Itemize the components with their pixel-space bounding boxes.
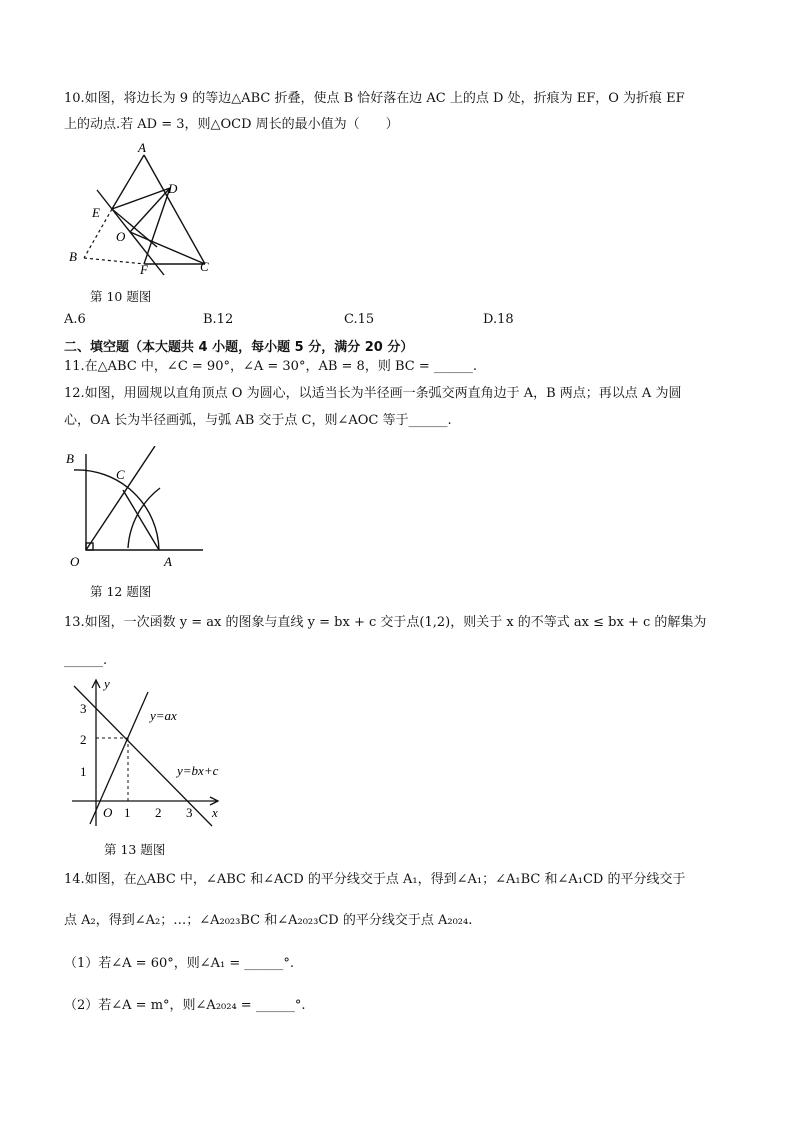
- q10-option-c: C.15: [344, 312, 375, 327]
- label-o: O: [70, 554, 80, 569]
- segment-oc: [130, 232, 205, 264]
- label-y-bx-c: y=bx+c: [177, 763, 219, 778]
- q14-sub2: （2）若∠A = m°，则∠A₂₀₂₄ = ______°.: [64, 998, 306, 1013]
- x-axis-label: x: [212, 805, 218, 820]
- label-c: C: [116, 467, 125, 482]
- label-y-ax: y=ax: [150, 708, 177, 723]
- label-b: B: [69, 249, 77, 264]
- q12-caption: 第 12 题图: [90, 584, 152, 599]
- segment-df: [144, 188, 170, 264]
- q12-line2: 心，OA 长为半径画弧，与弧 AB 交于点 C，则∠AOC 等于______.: [64, 413, 452, 428]
- q13-caption: 第 13 题图: [104, 842, 166, 857]
- q14-sub1: （1）若∠A = 60°，则∠A₁ = ______°.: [64, 956, 295, 971]
- q10-line1: 10.如图，将边长为 9 的等边△ABC 折叠，使点 B 恰好落在边 AC 上的点 D 处，折痕为 EF，O 为折痕 EF: [64, 91, 685, 106]
- x-tick-1: 1: [124, 805, 131, 820]
- label-c: C: [200, 259, 209, 274]
- q14-line1: 14.如图，在△ABC 中，∠ABC 和∠ACD 的平分线交于点 A₁，得到∠A₁；∠A₁BC 和∠A₁CD 的平分线交于: [64, 872, 686, 887]
- y-tick-2: 2: [80, 732, 87, 747]
- q10-option-b: B.12: [203, 312, 234, 327]
- x-tick-2: 2: [155, 805, 162, 820]
- q10-figure: [60, 138, 230, 278]
- q10-caption: 第 10 题图: [90, 289, 152, 304]
- label-d: D: [168, 181, 178, 196]
- label-e: E: [92, 205, 100, 220]
- y-tick-1: 1: [80, 764, 87, 779]
- label-f: F: [140, 262, 148, 277]
- arc-c: [128, 488, 160, 548]
- q13-line2: ______.: [64, 653, 108, 668]
- q14-line2: 点 A₂，得到∠A₂；…；∠A₂₀₂₃BC 和∠A₂₀₂₃CD 的平分线交于点 A₂₀₂₄.: [64, 913, 473, 928]
- origin-label: O: [103, 805, 113, 820]
- y-axis-label: y: [104, 676, 110, 691]
- label-b: B: [66, 451, 74, 466]
- q13-figure: [60, 674, 240, 834]
- q12-line1: 12.如图，用圆规以直角顶点 O 为圆心，以适当长为半径画一条弧交两直角边于 A，B 两点；再以点 A 为圆: [64, 386, 682, 401]
- q10-line2: 上的动点.若 AD = 3，则△OCD 周长的最小值为（ ）: [64, 117, 399, 132]
- x-tick-3: 3: [186, 805, 193, 820]
- side-ae: [112, 155, 144, 209]
- ray-oc: [86, 446, 155, 550]
- side-ac: [144, 155, 205, 264]
- q10-option-d: D.18: [483, 312, 514, 327]
- label-a: A: [164, 554, 172, 569]
- dashed-bf: [84, 258, 145, 264]
- q10-option-a: A.6: [64, 312, 86, 327]
- q11-text: 11.在△ABC 中，∠C = 90°，∠A = 30°，AB = 8，则 BC = ______.: [64, 359, 477, 374]
- q12-figure: [60, 446, 210, 572]
- label-o: O: [116, 229, 126, 244]
- y-tick-3: 3: [80, 701, 87, 716]
- section-heading: 二、填空题（本大题共 4 小题，每小题 5 分，满分 20 分）: [64, 340, 414, 355]
- label-a: A: [138, 140, 146, 155]
- q13-line1: 13.如图，一次函数 y = ax 的图象与直线 y = bx + c 交于点(1,2)，则关于 x 的不等式 ax ≤ bx + c 的解集为: [64, 615, 707, 630]
